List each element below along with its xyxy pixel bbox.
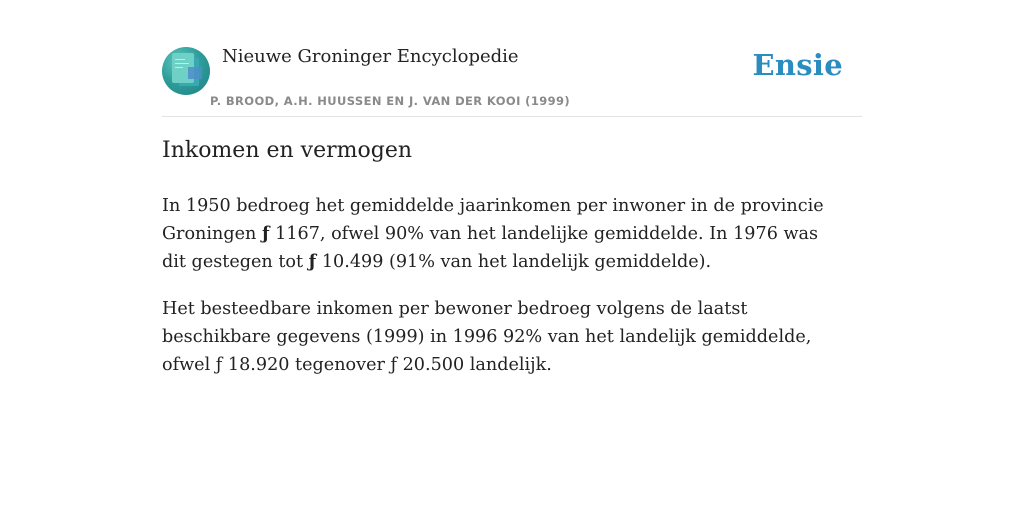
cover-line: [175, 59, 185, 60]
authors-byline: P. BROOD, A.H. HUUSSEN EN J. VAN DER KOOI (1999): [210, 94, 571, 108]
cover-line: [175, 63, 189, 64]
cover-map-inset: [188, 67, 202, 79]
encyclopedia-title-link[interactable]: Nieuwe Groninger Encyclopedie: [222, 46, 519, 67]
encyclopedia-header: [162, 44, 862, 117]
paragraph-1-text-b: 1167, ofwel 90% van het landelijke gemiddelde. In 1976 was dit gestegen tot: [162, 224, 819, 272]
paragraph-1-text-c: 10.499 (91% van het landelijk gemiddelde).: [316, 252, 712, 272]
paragraph-1: [162, 192, 842, 276]
encyclopedia-cover-icon[interactable]: [162, 47, 210, 95]
florin-symbol: ƒ: [308, 251, 317, 272]
cover-line: [175, 67, 183, 68]
paragraph-2: Het besteedbare inkomen per bewoner bedroeg volgens de laatst beschikbare gegevens (1999) in 1996 92% van het landelijk gemiddelde, ofwel ƒ 18.920 tegenover ƒ 20.500 landelijk.: [162, 299, 812, 375]
entry-content: [162, 192, 842, 398]
paragraph-1-text-a: In 1950 bedroeg het gemiddelde jaarinkomen per inwoner in de provincie Groningen: [162, 196, 824, 244]
entry-title: Inkomen en vermogen: [162, 138, 413, 163]
ensie-logo-link[interactable]: Ensie: [752, 48, 843, 82]
florin-symbol: ƒ: [261, 223, 270, 244]
